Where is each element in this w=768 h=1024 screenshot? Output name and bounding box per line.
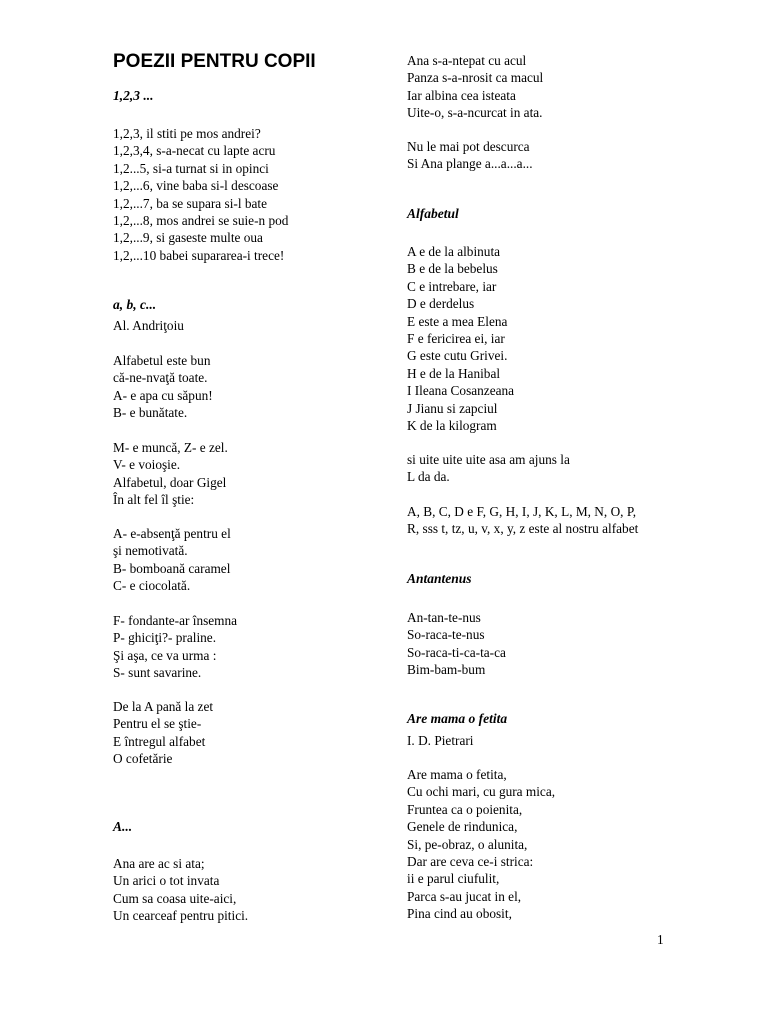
poem-line: A- e-absenţă pentru el [113,526,231,541]
poem-line: Alfabetul, doar Gigel [113,474,227,490]
poem-stanza [407,609,506,679]
poem-line: şi nemotivată. [113,543,188,559]
poem-line: Parca s-au jucat in el, [407,888,522,904]
poem-author: Al. Andriţoiu [113,318,184,333]
poem-line: J Jianu si zapciul [407,400,498,416]
poem-line: So-raca-ti-ca-ta-ca [407,644,506,660]
poem-line: A- e apa cu săpun! [113,387,213,403]
poem-line: B- e bunătate. [113,405,188,421]
poem-line: Cum sa coasa uite-aici, [113,890,237,906]
poem-line: I Ileana Cosanzeana [407,383,515,399]
poem-heading: Antantenus [407,571,472,586]
poem-stanza [113,125,288,264]
poem-line: B- bomboană caramel [113,560,231,576]
poem-line: O cofetărie [113,751,173,767]
poem-line: că-ne-nvaţă toate. [113,370,208,386]
poem-stanza [113,698,213,768]
poem-line: Nu le mai pot descurca [407,139,530,154]
poem-line: 1,2,3, il stiti pe mos andrei? [113,126,261,141]
poem-line: Si, pe-obraz, o alunita, [407,836,528,852]
poem-stanza [113,352,213,422]
poem-line: Genele de rindunica, [407,819,518,835]
poem-stanza [407,52,543,122]
poem-stanza [407,503,638,538]
poem-line: Ana s-a-ntepat cu acul [407,53,527,68]
poem-line: P- ghiciţi?- praline. [113,630,217,646]
poem-line: Dar are ceva ce-i strica: [407,853,534,869]
poem-line: Pentru el se ştie- [113,716,202,732]
poem-line: A e de la albinuta [407,244,501,259]
poem-line: Pina cind au obosit, [407,906,512,922]
poem-line: F- fondante-ar însemna [113,613,238,628]
poem-stanza [407,243,514,434]
poem-line: E este a mea Elena [407,313,508,329]
poem-line: Un arici o tot invata [113,873,220,889]
poem-line: A, B, C, D e F, G, H, I, J, K, L, M, N, O, P, [407,504,637,519]
poem-line: Bim-bam-bum [407,662,486,678]
poem-line: Are mama o fetita, [407,767,507,782]
poem-line: Ana are ac si ata; [113,856,205,871]
poem-stanza [113,439,228,509]
poem-line: K de la kilogram [407,417,497,433]
poem-line: Cu ochi mari, cu gura mica, [407,784,556,800]
poem-stanza [113,855,248,925]
poem-line: Uite-o, s-a-ncurcat in ata. [407,105,543,121]
poem-line: 1,2,...8, mos andrei se suie-n pod [113,212,289,228]
poem-line: So-raca-te-nus [407,627,485,643]
poem-line: L da da. [407,469,450,485]
poem-stanza [407,451,570,486]
poem-line: Iar albina cea isteata [407,87,516,103]
poem-line: C- e ciocolată. [113,578,191,594]
poem-line: Panza s-a-nrosit ca macul [407,70,544,86]
poem-line: 1,2,...7, ba se supara si-l bate [113,195,267,211]
poem-line: Si Ana plange a...a...a... [407,156,533,172]
poem-heading: Are mama o fetita [407,711,508,726]
poem-line: Şi aşa, ce va urma : [113,647,217,663]
poem-line: V- e voioşie. [113,457,181,473]
poem-line: E întregul alfabet [113,733,206,749]
poem-line: ii e parul ciufulit, [407,871,500,887]
poem-line: 1,2...5, si-a turnat si in opinci [113,160,269,176]
poem-line: 1,2,...10 babei supararea-i trece! [113,247,285,263]
page-number: 1 [657,932,664,947]
poem-line: Alfabetul este bun [113,353,211,368]
poem-line: G este cutu Grivei. [407,348,508,364]
poem-line: Un cearceaf pentru pitici. [113,908,249,924]
poem-line: S- sunt savarine. [113,665,202,681]
poem-stanza [407,766,555,923]
poem-stanza [113,612,237,682]
poem-line: H e de la Hanibal [407,365,501,381]
poem-line: An-tan-te-nus [407,610,481,625]
poem-heading: 1,2,3 ... [113,88,154,103]
poem-line: R, sss t, tz, u, v, x, y, z este al nostru alfabet [407,521,639,537]
poem-stanza [407,138,533,173]
poem-heading: A... [113,819,133,834]
poem-line: 1,2,...9, si gaseste multe oua [113,230,263,246]
poem-line: F e fericirea ei, iar [407,330,505,346]
poem-line: 1,2,...6, vine baba si-l descoase [113,178,279,194]
page-title: POEZII PENTRU COPII [113,51,316,72]
poem-line: C e intrebare, iar [407,278,497,294]
poem-line: si uite uite uite asa am ajuns la [407,452,570,467]
poem-line: Fruntea ca o poienita, [407,801,523,817]
poem-line: M- e muncă, Z- e zel. [113,440,228,455]
poem-line: 1,2,3,4, s-a-necat cu lapte acru [113,143,276,159]
poem-line: De la A pană la zet [113,699,214,714]
poem-heading: Alfabetul [407,206,459,221]
poem-heading: a, b, c... [113,297,157,312]
poem-line: În alt fel îl ştie: [113,492,195,508]
poem-stanza [113,525,231,595]
poem-line: D e derdelus [407,296,475,312]
poem-author: I. D. Pietrari [407,733,474,748]
poem-line: B e de la bebelus [407,261,498,277]
